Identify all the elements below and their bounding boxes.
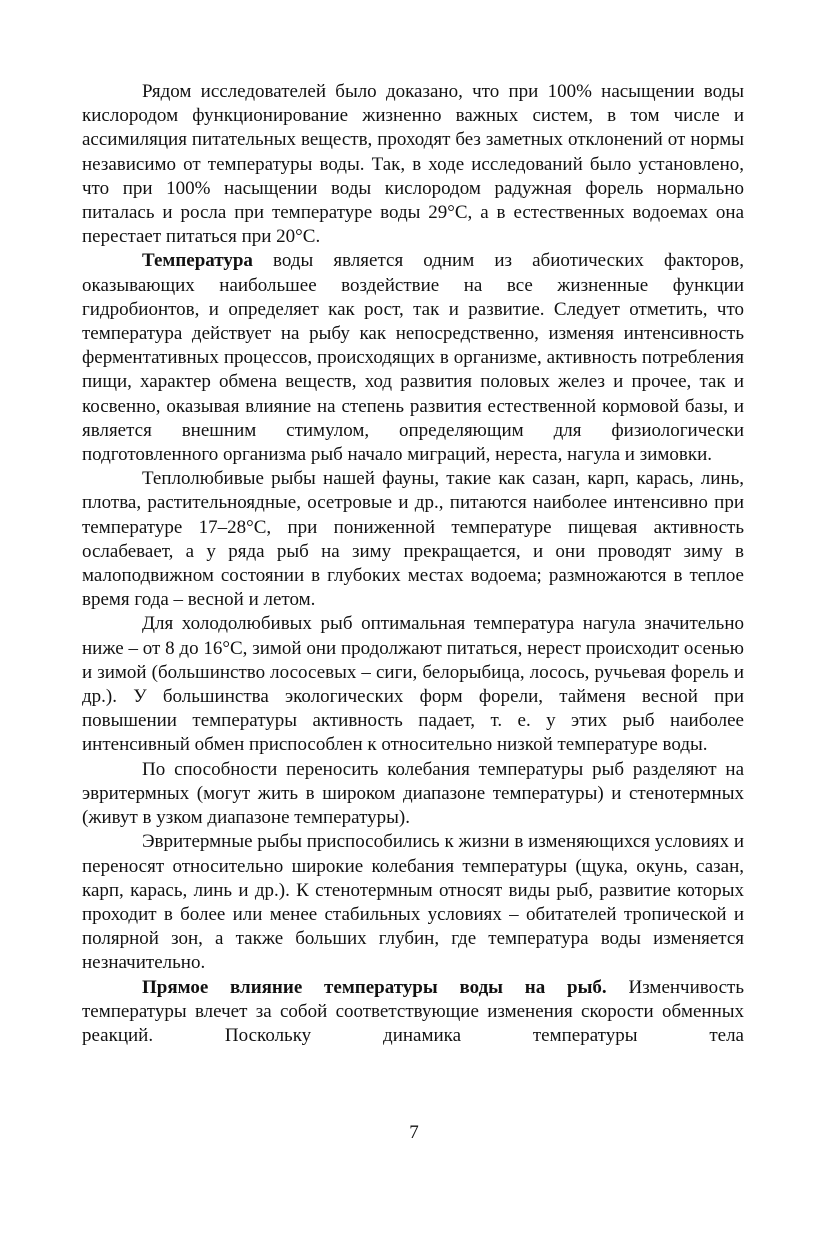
paragraph-5-text: По способности переносить колебания температуры рыб разделяют на эвритермных (могут жить в широком диапазоне температуры) и стенотермных (живут в узком диапазоне температуры). bbox=[82, 758, 744, 829]
paragraph-7-lead: Прямое влияние температуры воды на рыб. bbox=[142, 976, 607, 998]
paragraph-3 bbox=[82, 467, 744, 612]
paragraph-2-lead: Температура bbox=[142, 250, 253, 272]
paragraph-2-text: воды является одним из абиотических факторов, оказывающих наибольшее воздействие на все жизненные функции гидробионтов, и определяет как рост, так и развитие. Следует отметить, что температура действует на рыбу как непосредственно, изменяя интенсивность ферментативных процессов, происходящих в организме, активность потребления пищи, характер обмена веществ, ход развития половых желез и прочее, так и косвенно, оказывая влияние на степень развития естественной кормовой базы, и является внешним стимулом, определяющим для физиологически подготовленного организма рыб начало миграций, нереста, нагула и зимовки. bbox=[82, 250, 744, 466]
paragraph-1-text: Рядом исследователей было доказано, что при 100% насыщении воды кислородом функционирование жизненно важных систем, в том числе и ассимиляция питательных веществ, проходят без заметных отклонений от нормы независимо от температуры воды. Так, в ходе исследований было установлено, что при 100% насыщении воды кислородом радужная форель нормально питалась и росла при температуре воды 29°С, а в естественных водоемах она перестает питаться при 20°С. bbox=[82, 81, 744, 248]
paragraph-6 bbox=[82, 830, 744, 975]
page-number: 7 bbox=[409, 1122, 419, 1143]
paragraph-5 bbox=[82, 758, 744, 831]
paragraph-7-text: Изменчивость температуры влечет за собой соответствующие изменения скорости обменных реакций. Поскольку динамика температуры тела bbox=[82, 976, 744, 1046]
paragraph-2 bbox=[82, 249, 744, 467]
paragraph-6-text: Эвритермные рыбы приспособились к жизни в изменяющихся условиях и переносят относительно широкие колебания температуры (щука, окунь, сазан, карп, карась, линь и др.). К стенотермным относят виды рыб, развитие которых проходит в более или менее стабильных условиях – обитателей тропической и полярной зон, а также больших глубин, где температура воды изменяется незначительно. bbox=[82, 831, 744, 974]
paragraph-4-text: Для холодолюбивых рыб оптимальная температура нагула значительно ниже – от 8 до 16°С, зимой они продолжают питаться, нерест происходит осенью и зимой (большинство лососевых – сиги, белорыбица, лосось, ручьевая форель и др.). У большинства экологических форм форели, тайменя весной при повышении температуры активность падает, т. е. у этих рыб наиболее интенсивный обмен приспособлен к относительно низкой температуре воды. bbox=[82, 613, 744, 756]
paragraph-7 bbox=[82, 976, 744, 1049]
paragraph-1 bbox=[82, 80, 744, 249]
paragraph-4 bbox=[82, 612, 744, 757]
document-page bbox=[82, 80, 744, 1048]
paragraph-3-text: Теплолюбивые рыбы нашей фауны, такие как сазан, карп, карась, линь, плотва, растительноядные, осетровые и др., питаются наиболее интенсивно при температуре 17–28°С, при пониженной температуре пищевая активность ослабевает, а у ряда рыб на зиму прекращается, и они проводят зиму в малоподвижном состоянии в глубоких местах водоема; размножаются в теплое время года – весной и летом. bbox=[82, 468, 744, 611]
